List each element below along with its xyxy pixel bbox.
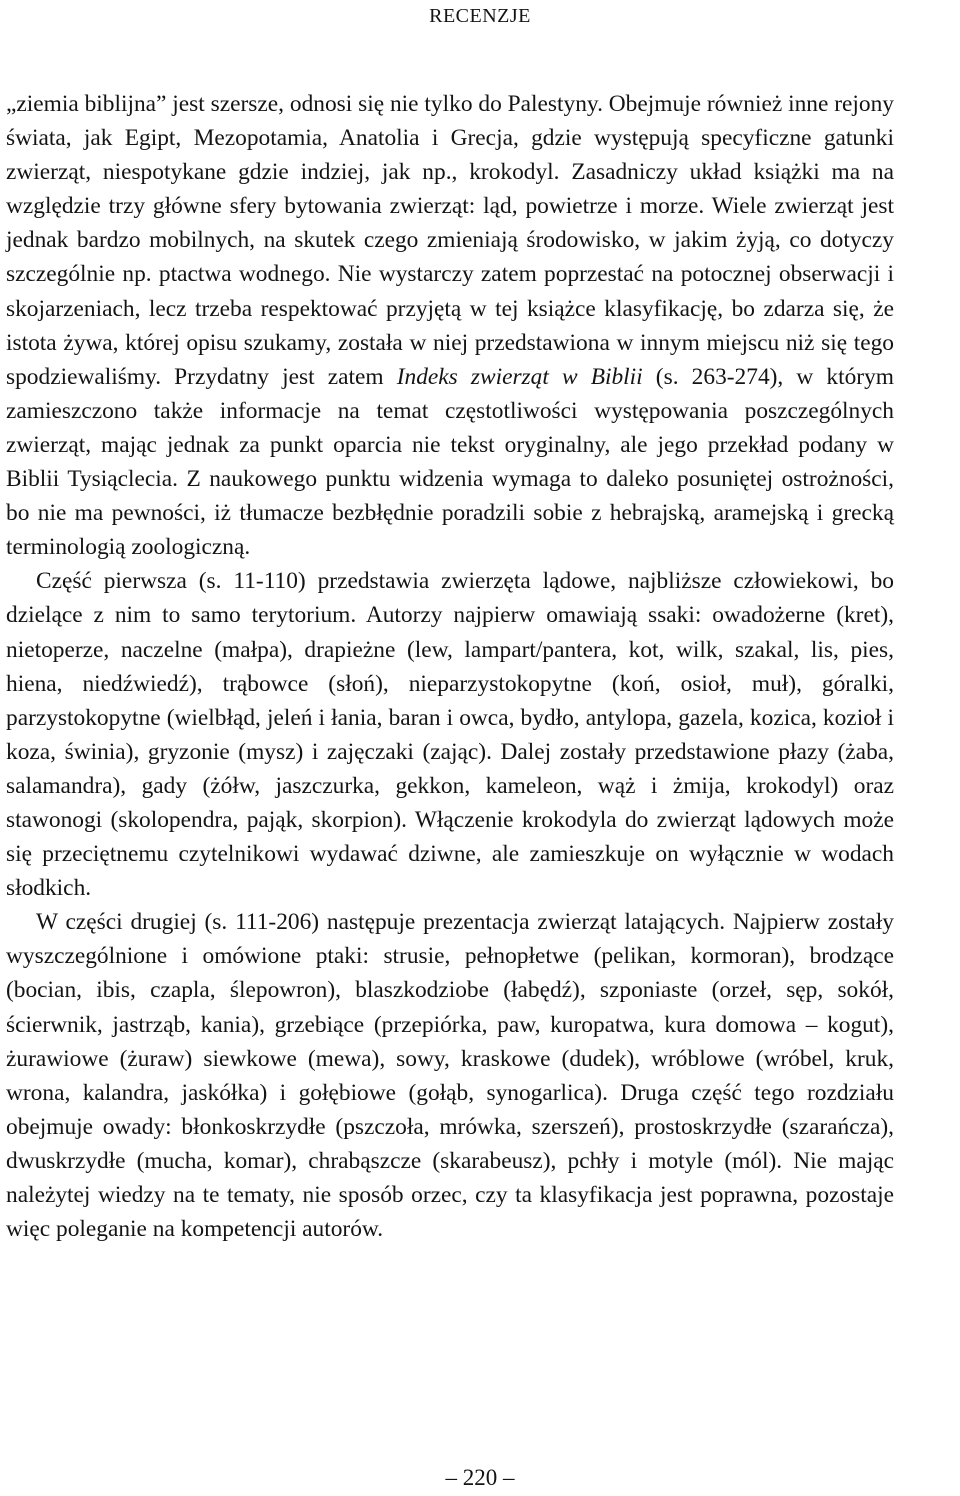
paragraph-2: Część pierwsza (s. 11-110) przedstawia zwierzęta lądowe, najbliższe człowiekowi, bo dzielące z nim to samo terytorium. Autorzy najpierw omawiają ssaki: owadożerne (kret), nietoperze, naczelne (małpa), drapieżne (lew, lampart/pantera, kot, wilk, szakal, lis, pies, hiena, niedźwiedź), trąbowce (słoń), nieparzystokopytne (koń, osioł, muł), góralki, parzystokopytne (wielbłąd, jeleń i łania, baran i owca, bydło, antylopa, gazela, kozica, kozioł i koza, świnia), gryzonie (mysz) i zajęczaki (zając). Dalej zostały przedstawione płazy (żaba, salamandra), gady (żółw, jaszczurka, gekkon, kameleon, wąż i żmija, krokodyl) oraz stawonogi (skolopendra, pająk, skorpion). Włączenie krokodyla do zwierząt lądowych może się przeciętnemu czytelnikowi wydawać dziwne, ale zamieszkuje on wyłącznie w wodach słodkich. (6, 568, 894, 902)
index-title-italic: Indeks zwierząt w Biblii (396, 363, 643, 390)
paragraph-1-text-b: (s. 263-274), w którym zamieszczono także informacje na temat częstotliwości występowania poszczególnych zwierząt, mając jednak za punkt oparcia nie tekst oryginalny, ale jego przekład podany w Biblii Tysiąclecia. Z naukowego punktu widzenia wymaga to daleko posuniętej ostrożności, bo nie ma pewności, iż tłumacze bezbłędnie poradzili sobie z hebrajską, aramejską i grecką terminologią zoologiczną. (6, 363, 894, 561)
article-body (6, 87, 894, 1246)
paragraph-1-text-a: „ziemia biblijna” jest szersze, odnosi się nie tylko do Palestyny. Obejmuje również inne rejony świata, jak Egipt, Mezopotamia, Anatolia i Grecja, gdzie występują specyficzne gatunki zwierząt, niespotykane gdzie indziej, jak np., krokodyl. Zasadniczy układ książki ma na względzie trzy główne sfery bytowania zwierząt: ląd, powietrze i morze. Wiele zwierząt jest jednak bardzo mobilnych, na skutek czego zmieniają środowisko, w jakim żyją, co dotyczy szczególnie np. ptactwa wodnego. Nie wystarczy zatem poprzestać na potocznej obserwacji i skojarzeniach, lecz trzeba respektować przyjętą w tej książce klasyfikację, bo zdarza się, że istota żywa, której opisu szukamy, została w niej przedstawiona w innym miejscu niż się tego spodziewaliśmy. Przydatny jest zatem (6, 91, 894, 390)
paragraph-1 (6, 87, 894, 564)
paragraph-3: W części drugiej (s. 111-206) następuje prezentacja zwierząt latających. Najpierw zostały wyszczególnione i omówione ptaki: strusie, pełnopłetwe (pelikan, kormoran), brodzące (bocian, ibis, czapla, ślepowron), blaszkodziobe (łabędź), szponiaste (orzeł, sęp, sokół, ścierwnik, jastrząb, kania), grzebiące (przepiórka, paw, kuropatwa, kura domowa – kogut), żurawiowe (żuraw) siewkowe (mewa), sowy, kraskowe (dudek), wróblowe (wróbel, kruk, wrona, kalandra, jaskółka) i gołębiowe (gołąb, synogarlica). Druga część tego rozdziału obejmuje owady: błonkoskrzydłe (pszczoła, mrówka, szerszeń), prostoskrzydłe (szarańcza), dwuskrzydłe (mucha, komar), chrabąszcze (skarabeusz), pchły i motyle (mól). Nie mając należytej wiedzy na te tematy, nie sposób orzec, czy ta klasyfikacja jest poprawna, pozostaje więc poleganie na kompetencji autorów. (6, 909, 894, 1243)
page-number: – 220 – (445, 1465, 515, 1490)
running-head: RECENZJE (429, 5, 531, 27)
